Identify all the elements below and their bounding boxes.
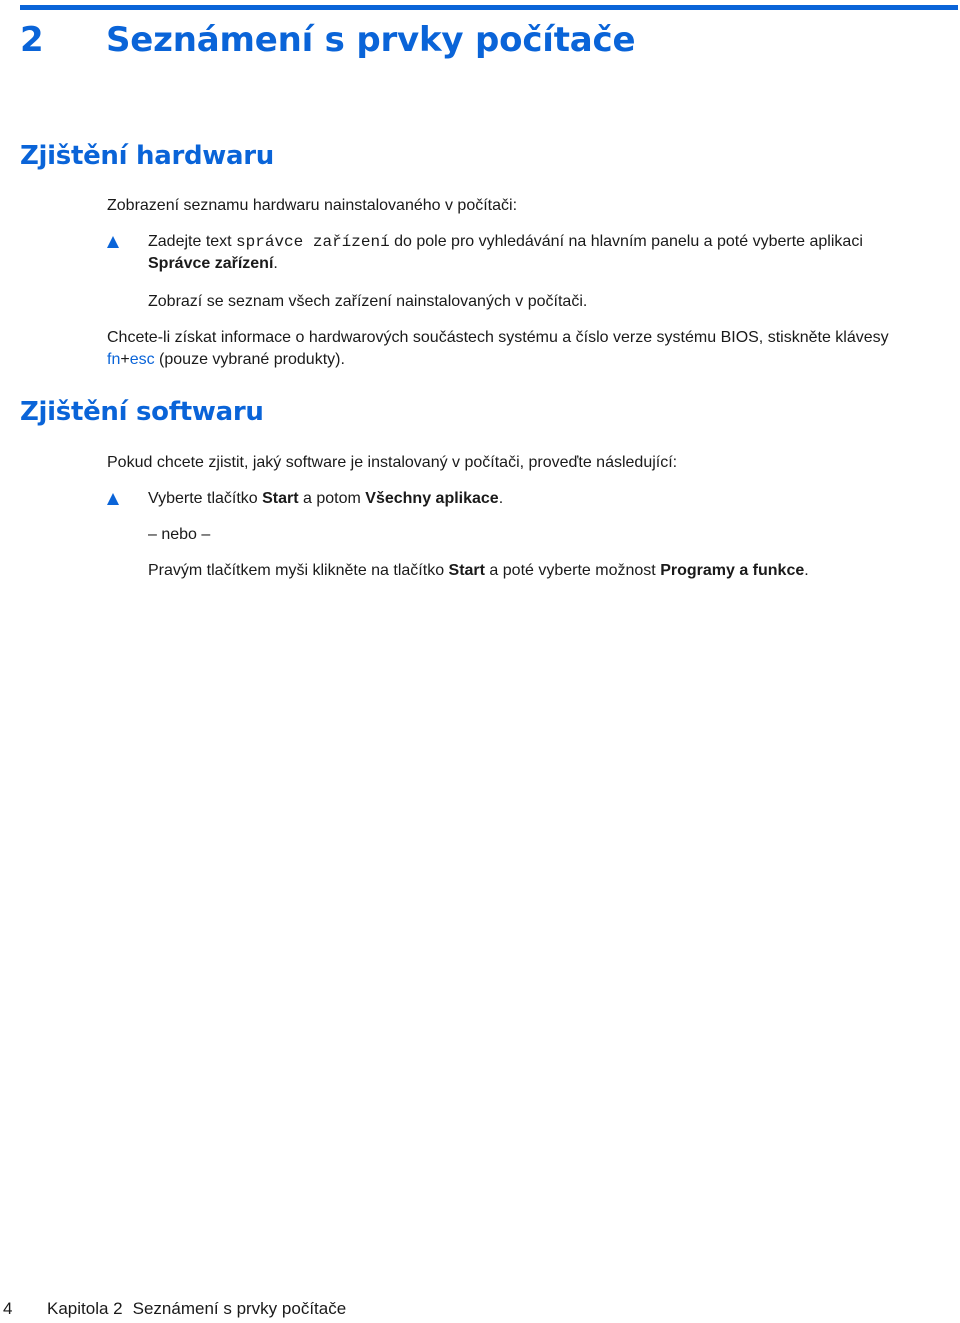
software-intro: Pokud chcete zjistit, jaký software je instalovaný v počítači, proveďte následující: [107,454,678,471]
step1-end: . [498,490,504,507]
device-manager-app-name: Správce zařízení [148,255,274,272]
step1-pre: Vyberte tlačítko [148,490,263,507]
page-number: 4 [3,1299,13,1318]
step-end: . [273,255,278,272]
chapter-title-text: Seznámení s prvky počítače [106,20,636,60]
step-text-post: do pole pro vyhledávání na hlavním panelu a poté vyberte aplikaci [389,233,863,250]
hardware-intro: Zobrazení seznamu hardwaru nainstalovaného v počítači: [107,197,518,214]
key-esc: esc [129,351,155,368]
footer-chapter-label: Kapitola 2 [47,1299,123,1318]
start-button-name: Start [448,562,485,579]
or-separator: – nebo – [148,526,211,543]
step-text-pre: Zadejte text [148,233,237,250]
hardware-heading: Zjištění hardwaru [20,141,274,171]
key-plus: + [120,351,130,368]
step2-pre: Pravým tlačítkem myši klikněte na tlačítko [148,562,449,579]
step2-end: . [804,562,809,579]
footer-chapter-title: Seznámení s prvky počítače [132,1299,347,1318]
bios-text-pre: Chcete-li získat informace o hardwarových součástech systému a číslo verze systému BIOS, stiskněte klávesy [107,329,889,346]
start-button-name: Start [262,490,299,507]
top-rule [20,5,958,10]
programs-features-name: Programy a funkce [660,562,805,579]
search-code-text: správce zařízení [236,233,390,251]
hardware-result: Zobrazí se seznam všech zařízení nainstalovaných v počítači. [148,293,588,310]
software-step-2 [148,560,809,582]
software-heading: Zjištění softwaru [20,397,264,427]
hardware-step [148,231,948,275]
bios-info [107,327,957,371]
all-apps-name: Všechny aplikace [365,490,499,507]
key-fn: fn [107,351,121,368]
chapter-title [20,20,635,60]
bios-text-post: (pouze vybrané produkty). [154,351,345,368]
chapter-number: 2 [20,20,44,60]
step1-mid: a potom [298,490,366,507]
step2-mid: a poté vyberte možnost [484,562,661,579]
page-footer [3,1299,346,1319]
triangle-bullet-icon [107,236,119,248]
triangle-bullet-icon [107,493,119,505]
software-step-1 [148,488,503,510]
